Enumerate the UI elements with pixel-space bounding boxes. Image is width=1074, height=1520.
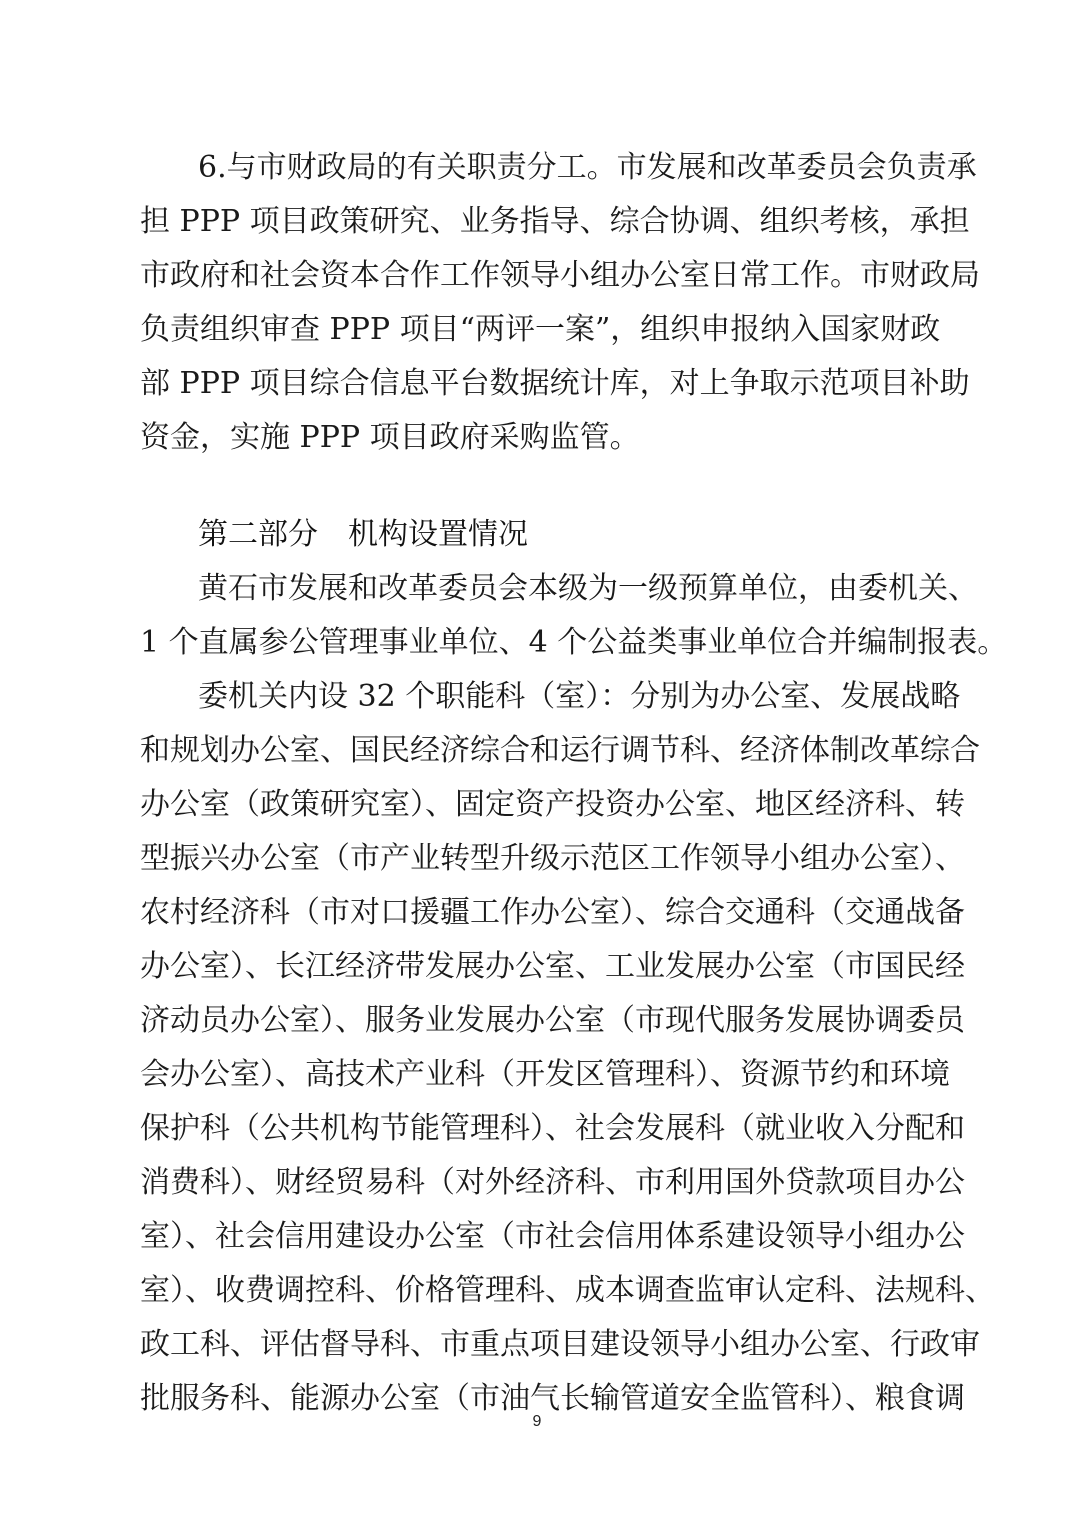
page-number: 9 — [532, 1413, 542, 1430]
section-heading: 第二部分 机构设置情况 — [198, 517, 528, 552]
paragraph-line: 办公室）、长江经济带发展办公室、工业发展办公室（市国民经 — [140, 949, 965, 984]
paragraph-line: 济动员办公室）、服务业发展办公室（市现代服务发展协调委员 — [140, 1003, 965, 1038]
paragraph-line: 1 个直属参公管理事业单位、4 个公益类事业单位合并编制报表。 — [140, 625, 1008, 660]
paragraph-line: 6.与市财政局的有关职责分工。市发展和改革委员会负责承 — [198, 150, 977, 185]
paragraph-line: 会办公室）、高技术产业科（开发区管理科）、资源节约和环境 — [140, 1057, 950, 1092]
paragraph-line: 市政府和社会资本合作工作领导小组办公室日常工作。市财政局 — [140, 258, 980, 293]
paragraph-line: 资金，实施 PPP 项目政府采购监管。 — [140, 420, 640, 455]
paragraph-line: 政工科、评估督导科、市重点项目建设领导小组办公室、行政审 — [140, 1327, 980, 1362]
paragraph-line: 担 PPP 项目政策研究、业务指导、综合协调、组织考核，承担 — [140, 204, 970, 239]
paragraph-line: 负责组织审查 PPP 项目“两评一案”，组织申报纳入国家财政 — [140, 312, 941, 347]
paragraph-line: 和规划办公室、国民经济综合和运行调节科、经济体制改革综合 — [140, 733, 980, 768]
paragraph-line: 保护科（公共机构节能管理科）、社会发展科（就业收入分配和 — [140, 1111, 965, 1146]
paragraph-line: 型振兴办公室（市产业转型升级示范区工作领导小组办公室）、 — [140, 841, 965, 876]
paragraph-line: 消费科）、财经贸易科（对外经济科、市利用国外贷款项目办公 — [140, 1165, 965, 1200]
paragraph-line: 批服务科、能源办公室（市油气长输管道安全监管科）、粮食调 — [140, 1381, 965, 1416]
paragraph-line: 农村经济科（市对口援疆工作办公室）、综合交通科（交通战备 — [140, 895, 965, 930]
paragraph-line: 室）、社会信用建设办公室（市社会信用体系建设领导小组办公 — [140, 1219, 965, 1254]
paragraph-line: 黄石市发展和改革委员会本级为一级预算单位，由委机关、 — [198, 571, 978, 606]
paragraph-line: 室）、收费调控科、价格管理科、成本调查监审认定科、法规科、 — [140, 1273, 995, 1308]
paragraph-line: 办公室（政策研究室）、固定资产投资办公室、地区经济科、转 — [140, 787, 965, 822]
paragraph-line: 部 PPP 项目综合信息平台数据统计库，对上争取示范项目补助 — [140, 366, 970, 401]
paragraph-line: 委机关内设 32 个职能科（室）：分别为办公室、发展战略 — [198, 679, 961, 714]
